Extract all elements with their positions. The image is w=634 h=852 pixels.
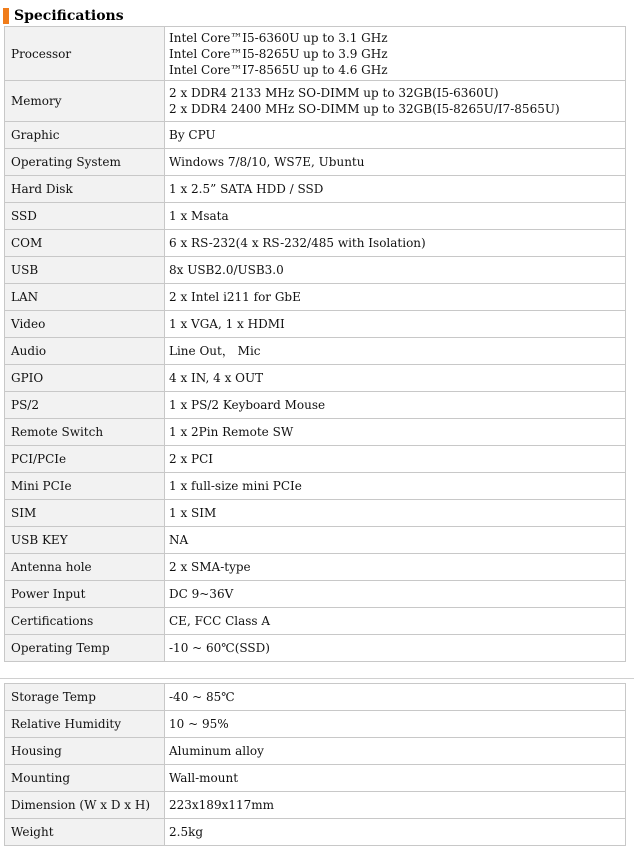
spec-label: Weight (5, 819, 165, 846)
spec-value (165, 608, 626, 635)
spec-value-line: 1 x SIM (169, 506, 217, 520)
spec-value (165, 473, 626, 500)
spec-table-main (4, 26, 626, 662)
spec-row-mini-pcie (5, 473, 626, 500)
spec-value-line: 2 x SMA-type (169, 560, 251, 574)
spec-row-dimension-w-x-d-x-h (5, 792, 626, 819)
spec-value-line: Wall-mount (169, 771, 239, 785)
spec-value-line: 8x USB2.0/USB3.0 (169, 263, 284, 277)
spec-value (165, 635, 626, 662)
header-accent-bar (3, 8, 9, 24)
spec-value-line: 1 x full-size mini PCIe (169, 479, 302, 493)
spec-label: Processor (5, 27, 165, 81)
spec-value-line: Intel Core™I7-8565U up to 4.6 GHz (169, 62, 388, 77)
spec-value-line: 1 x 2Pin Remote SW (169, 425, 294, 439)
spec-value (165, 500, 626, 527)
spec-label: Hard Disk (5, 176, 165, 203)
spec-row-graphic (5, 122, 626, 149)
spec-value-line: 1 x VGA, 1 x HDMI (169, 317, 285, 331)
spec-value (165, 392, 626, 419)
spec-value (165, 203, 626, 230)
spec-row-power-input (5, 581, 626, 608)
spec-value (165, 738, 626, 765)
spec-label: Relative Humidity (5, 711, 165, 738)
section-header (0, 6, 634, 26)
spec-label: Video (5, 311, 165, 338)
spec-value-line: 6 x RS-232(4 x RS-232/485 with Isolation) (169, 236, 426, 250)
spec-value-line: 1 x PS/2 Keyboard Mouse (169, 398, 326, 412)
spec-label: LAN (5, 284, 165, 311)
spec-value-line: DC 9~36V (169, 587, 234, 601)
spec-row-ssd (5, 203, 626, 230)
spec-value (165, 149, 626, 176)
spec-label: SIM (5, 500, 165, 527)
spec-row-operating-temp (5, 635, 626, 662)
spec-label: USB (5, 257, 165, 284)
spec-value (165, 176, 626, 203)
spec-row-relative-humidity (5, 711, 626, 738)
spec-value (165, 819, 626, 846)
spec-value-line: Line Out， Mic (169, 344, 261, 358)
spec-label: Operating System (5, 149, 165, 176)
spec-value (165, 765, 626, 792)
spec-row-ps-2 (5, 392, 626, 419)
spec-value-line: -10 ~ 60℃(SSD) (169, 641, 270, 655)
spec-value-line: By CPU (169, 128, 216, 142)
spec-value (165, 365, 626, 392)
spec-row-processor (5, 27, 626, 81)
spec-label: Audio (5, 338, 165, 365)
spec-label: Operating Temp (5, 635, 165, 662)
spec-value (165, 581, 626, 608)
spec-label: Antenna hole (5, 554, 165, 581)
spec-value-line: Aluminum alloy (169, 744, 264, 758)
spec-value-line: Intel Core™I5-8265U up to 3.9 GHz (169, 46, 388, 61)
spec-label: SSD (5, 203, 165, 230)
spec-label: Storage Temp (5, 684, 165, 711)
spec-value (165, 230, 626, 257)
section-title: Specifications (14, 8, 124, 24)
spec-label: PS/2 (5, 392, 165, 419)
spec-row-hard-disk (5, 176, 626, 203)
spec-value (165, 711, 626, 738)
spec-row-usb (5, 257, 626, 284)
spec-label: Dimension (W x D x H) (5, 792, 165, 819)
spec-table-environment (4, 683, 626, 846)
spec-value (165, 419, 626, 446)
spec-value (165, 338, 626, 365)
spec-value (165, 684, 626, 711)
spec-value (165, 122, 626, 149)
spec-row-remote-switch (5, 419, 626, 446)
spec-label: Mini PCIe (5, 473, 165, 500)
spec-row-antenna-hole (5, 554, 626, 581)
spec-row-com (5, 230, 626, 257)
spec-value-line: Windows 7/8/10, WS7E, Ubuntu (169, 155, 365, 169)
table-divider (0, 678, 634, 679)
spec-value-line: 1 x Msata (169, 209, 229, 223)
spec-value-line: 10 ~ 95% (169, 717, 229, 731)
spec-row-certifications (5, 608, 626, 635)
spec-value (165, 446, 626, 473)
spec-label: Memory (5, 81, 165, 122)
spec-row-usb-key (5, 527, 626, 554)
spec-value-line: -40 ~ 85℃ (169, 690, 235, 704)
spec-value-line: CE, FCC Class A (169, 614, 271, 628)
spec-row-lan (5, 284, 626, 311)
spec-row-weight (5, 819, 626, 846)
spec-label: Certifications (5, 608, 165, 635)
spec-value (165, 311, 626, 338)
spec-value (165, 527, 626, 554)
spec-value (165, 792, 626, 819)
spec-value-line: 1 x 2.5” SATA HDD / SSD (169, 182, 324, 196)
spec-label: Remote Switch (5, 419, 165, 446)
spec-row-operating-system (5, 149, 626, 176)
spec-label: USB KEY (5, 527, 165, 554)
spec-label: PCI/PCIe (5, 446, 165, 473)
spec-label: Graphic (5, 122, 165, 149)
spec-value-line: 2.5kg (169, 825, 204, 839)
spec-value-line: 4 x IN, 4 x OUT (169, 371, 264, 385)
spec-value-line: Intel Core™I5-6360U up to 3.1 GHz (169, 30, 388, 45)
spec-row-storage-temp (5, 684, 626, 711)
spec-value (165, 257, 626, 284)
spec-label: COM (5, 230, 165, 257)
spec-value-line: 2 x PCI (169, 452, 214, 466)
spec-value (165, 81, 626, 122)
spec-value (165, 554, 626, 581)
spec-row-housing (5, 738, 626, 765)
spec-row-video (5, 311, 626, 338)
spec-label: Housing (5, 738, 165, 765)
spec-label: Mounting (5, 765, 165, 792)
spec-value (165, 284, 626, 311)
spec-value (165, 27, 626, 81)
spec-value-line: 2 x DDR4 2400 MHz SO-DIMM up to 32GB(I5-8265U/I7-8565U) (169, 102, 560, 116)
spec-row-mounting (5, 765, 626, 792)
spec-value-line: 223x189x117mm (169, 798, 275, 812)
spec-label: Power Input (5, 581, 165, 608)
spec-row-pci-pcie (5, 446, 626, 473)
spec-label: GPIO (5, 365, 165, 392)
spec-row-memory (5, 81, 626, 122)
spec-value-line: NA (169, 533, 189, 547)
spec-value-line: 2 x DDR4 2133 MHz SO-DIMM up to 32GB(I5-6360U) (169, 86, 499, 100)
spec-value-line: 2 x Intel i211 for GbE (169, 290, 301, 304)
spec-row-gpio (5, 365, 626, 392)
spec-row-audio (5, 338, 626, 365)
spec-row-sim (5, 500, 626, 527)
